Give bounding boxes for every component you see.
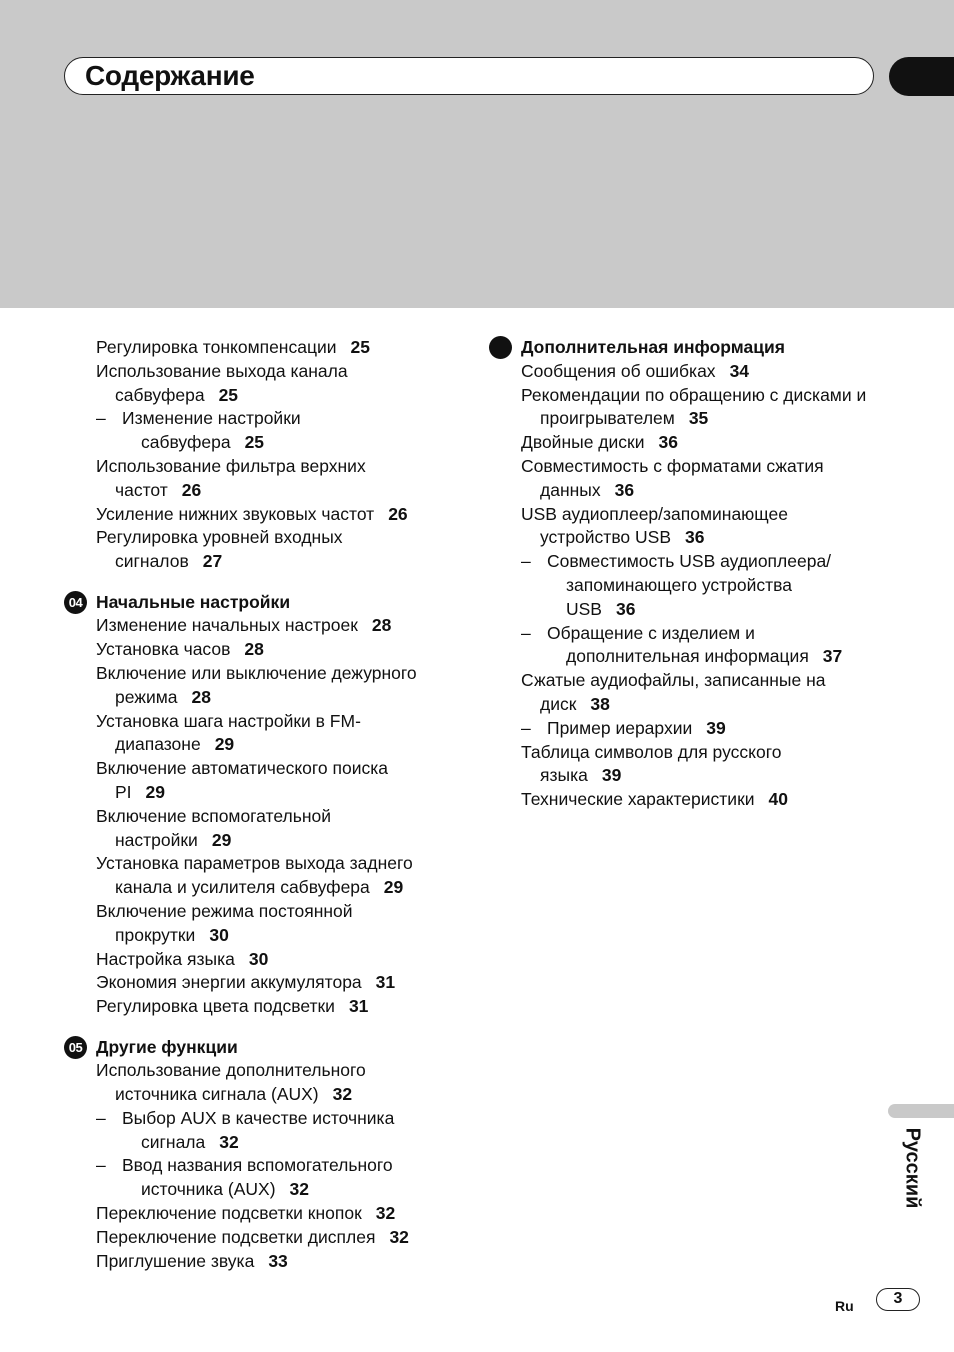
toc-entry-text: Включение режима постоянной — [96, 900, 353, 921]
toc-entry-text: Приглушение звука — [96, 1250, 255, 1271]
toc-page-number: 32 — [389, 1226, 409, 1247]
toc-entry-text: Изменение настройки — [122, 408, 301, 429]
section-heading-05[interactable] — [68, 1036, 456, 1060]
toc-entry[interactable] — [96, 971, 456, 995]
title-bar — [64, 57, 874, 95]
toc-page-number: 25 — [350, 337, 370, 357]
toc-entry[interactable] — [96, 852, 456, 900]
toc-page-number: 36 — [658, 432, 678, 453]
bullet-dash: – — [521, 717, 531, 738]
bullet-dash: – — [96, 408, 106, 429]
toc-right-column — [521, 336, 901, 812]
toc-entry-text: Переключение подсветки кнопок — [96, 1203, 362, 1224]
toc-entry[interactable] — [521, 503, 901, 551]
toc-entry-text: диск — [540, 693, 577, 714]
toc-entry[interactable] — [96, 455, 456, 503]
toc-entry[interactable] — [96, 526, 456, 574]
toc-entry-text: Двойные диски — [521, 432, 645, 453]
toc-entry-text: настройки — [115, 829, 198, 850]
toc-page-number: 27 — [202, 551, 223, 572]
toc-entry[interactable] — [521, 431, 901, 455]
toc-entry[interactable] — [96, 336, 456, 360]
toc-entry-text: Изменение начальных настроек — [96, 615, 358, 636]
toc-entry[interactable] — [96, 1059, 456, 1107]
toc-page-number: 29 — [383, 877, 404, 898]
toc-entry[interactable] — [96, 1226, 456, 1250]
toc-entry[interactable] — [96, 662, 456, 710]
page-number: 3 — [876, 1288, 920, 1311]
section-heading-04[interactable] — [68, 591, 456, 615]
toc-list-top — [96, 336, 456, 574]
section-title: Дополнительная информация — [521, 337, 785, 357]
toc-entry-text: сабвуфера — [115, 384, 205, 405]
toc-page-number: 37 — [822, 646, 843, 667]
toc-entry-text: Пример иерархии — [547, 717, 693, 738]
toc-entry-text: Сообщения об ошибках — [521, 360, 716, 381]
toc-entry[interactable] — [96, 1250, 456, 1274]
toc-entry-text: устройство USB — [540, 527, 672, 548]
toc-entry[interactable] — [96, 407, 456, 455]
toc-page-number: 25 — [244, 432, 265, 453]
toc-page-number: 29 — [145, 781, 166, 802]
toc-page-number: 34 — [729, 360, 750, 381]
toc-page-number: 26 — [388, 503, 408, 524]
chapter-badge-06 — [489, 336, 512, 359]
toc-entry[interactable] — [521, 622, 901, 670]
toc-entry-text: Использование выхода канала — [96, 360, 348, 381]
toc-entry-text: Использование дополнительного — [96, 1060, 366, 1081]
toc-entry-text: Таблица символов для русского — [521, 741, 782, 762]
toc-entry-text: сабвуфера — [141, 432, 231, 453]
toc-entry-text: Экономия энергии аккумулятора — [96, 972, 362, 993]
toc-entry[interactable] — [96, 948, 456, 972]
toc-entry[interactable] — [96, 995, 456, 1019]
toc-entry[interactable] — [521, 741, 901, 789]
toc-list-06 — [521, 360, 901, 812]
toc-entry-text: Переключение подсветки дисплея — [96, 1226, 376, 1247]
toc-entry-text: сигнала — [141, 1131, 206, 1152]
toc-entry-text: диапазоне — [115, 734, 201, 755]
toc-entry-text: Ввод названия вспомогательного — [122, 1155, 393, 1176]
toc-page-number: 29 — [211, 829, 232, 850]
toc-page-number: 36 — [614, 479, 635, 500]
section-heading-06[interactable] — [521, 336, 901, 360]
toc-left-column — [68, 336, 456, 1273]
toc-entry-text: канала и усилителя сабвуфера — [115, 877, 370, 898]
toc-entry[interactable] — [96, 757, 456, 805]
toc-entry[interactable] — [521, 550, 901, 621]
bullet-dash: – — [96, 1107, 106, 1128]
toc-page-number: 30 — [209, 924, 229, 945]
bullet-dash: – — [521, 622, 531, 643]
toc-entry[interactable] — [96, 1202, 456, 1226]
toc-page-number: 33 — [268, 1250, 288, 1271]
toc-page-number: 31 — [375, 972, 396, 993]
toc-page-number: 29 — [214, 734, 235, 755]
toc-entry-text: Рекомендации по обращению с дисками и — [521, 384, 867, 405]
bullet-dash: – — [521, 551, 531, 572]
toc-entry-text: режима — [115, 686, 178, 707]
toc-entry-text: Совместимость USB аудиоплеера/ — [547, 551, 832, 572]
header-gray-band — [0, 0, 954, 308]
toc-page-number: 36 — [615, 598, 636, 619]
toc-entry-text: запоминающего устройства — [566, 574, 792, 595]
toc-entry[interactable] — [521, 360, 901, 384]
toc-page-number: 38 — [590, 693, 610, 714]
toc-entry-text: Выбор AUX в качестве источника — [122, 1107, 395, 1128]
toc-entry[interactable] — [521, 717, 901, 741]
toc-entry[interactable] — [96, 638, 456, 662]
toc-page-number: 28 — [371, 615, 392, 636]
toc-entry[interactable] — [96, 614, 456, 638]
toc-page-number: 28 — [244, 639, 264, 660]
language-side-tab — [888, 1104, 954, 1118]
toc-entry-text: языка — [540, 765, 588, 786]
toc-entry-text: Включение или выключение дежурного — [96, 662, 417, 683]
toc-entry[interactable] — [521, 384, 901, 432]
toc-page-number: 36 — [685, 527, 705, 548]
toc-entry-text: USB — [566, 598, 602, 619]
chapter-badge-05: 05 — [64, 1036, 87, 1059]
toc-page-number: 39 — [706, 717, 726, 738]
toc-entry-text: Установка часов — [96, 639, 231, 660]
toc-entry-text: Обращение с изделием и — [547, 622, 755, 643]
section-title: Другие функции — [96, 1036, 238, 1057]
toc-entry[interactable] — [96, 503, 456, 527]
toc-list-05 — [96, 1059, 456, 1273]
toc-page-number: 32 — [289, 1179, 309, 1200]
title-black-tab — [889, 57, 954, 96]
toc-page-number: 28 — [191, 686, 211, 707]
toc-entry[interactable] — [96, 1107, 456, 1155]
toc-entry-text: источника (AUX) — [141, 1179, 276, 1200]
toc-entry-text: проигрывателем — [540, 408, 675, 429]
toc-entry-text: USB аудиоплеер/запоминающее — [521, 503, 788, 524]
toc-entry-text: дополнительная информация — [566, 646, 809, 667]
chapter-badge-04: 04 — [64, 591, 87, 614]
toc-entry-text: Установка параметров выхода заднего — [96, 853, 413, 874]
toc-entry-text: Включение автоматического поиска — [96, 758, 389, 779]
toc-entry[interactable] — [521, 669, 901, 717]
toc-entry-text: Включение вспомогательной — [96, 805, 332, 826]
toc-page-number: 30 — [248, 948, 269, 969]
toc-entry-text: Совместимость с форматами сжатия — [521, 455, 824, 476]
toc-entry-text: PI — [115, 781, 132, 802]
toc-entry[interactable] — [96, 1154, 456, 1202]
toc-page-number: 32 — [375, 1203, 396, 1224]
toc-page-number: 39 — [601, 765, 622, 786]
page-title: Содержание — [85, 60, 255, 91]
toc-page-number: 32 — [332, 1084, 353, 1105]
toc-entry-text: Усиление нижних звуковых частот — [96, 503, 375, 524]
toc-entry[interactable] — [96, 710, 456, 758]
toc-entry-text: источника сигнала (AUX) — [115, 1084, 319, 1105]
footer-lang-code: Ru — [835, 1298, 854, 1314]
toc-entry[interactable] — [96, 360, 456, 408]
toc-entry-text: Настройка языка — [96, 948, 235, 969]
toc-entry[interactable] — [96, 900, 456, 948]
toc-list-04 — [96, 614, 456, 1019]
toc-entry-text: Технические характеристики — [521, 789, 755, 810]
toc-entry-text: Регулировка цвета подсветки — [96, 996, 335, 1017]
toc-entry-text: сигналов — [115, 551, 189, 572]
toc-entry-text: Установка шага настройки в FM- — [96, 710, 361, 731]
toc-entry-text: Сжатые аудиофайлы, записанные на — [521, 670, 826, 691]
toc-page-number: 35 — [688, 408, 709, 429]
toc-entry-text: Регулировка тонкомпенсации — [96, 337, 337, 357]
toc-page-number: 31 — [348, 996, 369, 1017]
toc-entry-text: данных — [540, 479, 601, 500]
toc-entry-text: Использование фильтра верхних — [96, 455, 366, 476]
section-title: Начальные настройки — [96, 591, 291, 612]
toc-page-number: 32 — [219, 1131, 239, 1152]
toc-entry-text: Регулировка уровней входных — [96, 527, 343, 548]
toc-entry-text: прокрутки — [115, 924, 196, 945]
toc-entry[interactable] — [521, 455, 901, 503]
toc-entry[interactable] — [521, 788, 901, 812]
toc-entry[interactable] — [96, 805, 456, 853]
toc-page-number: 40 — [768, 789, 788, 810]
toc-page-number: 26 — [181, 479, 202, 500]
bullet-dash: – — [96, 1155, 106, 1176]
toc-page-number: 25 — [218, 384, 239, 405]
toc-entry-text: частот — [115, 479, 168, 500]
language-side-label: Русский — [901, 1127, 924, 1209]
